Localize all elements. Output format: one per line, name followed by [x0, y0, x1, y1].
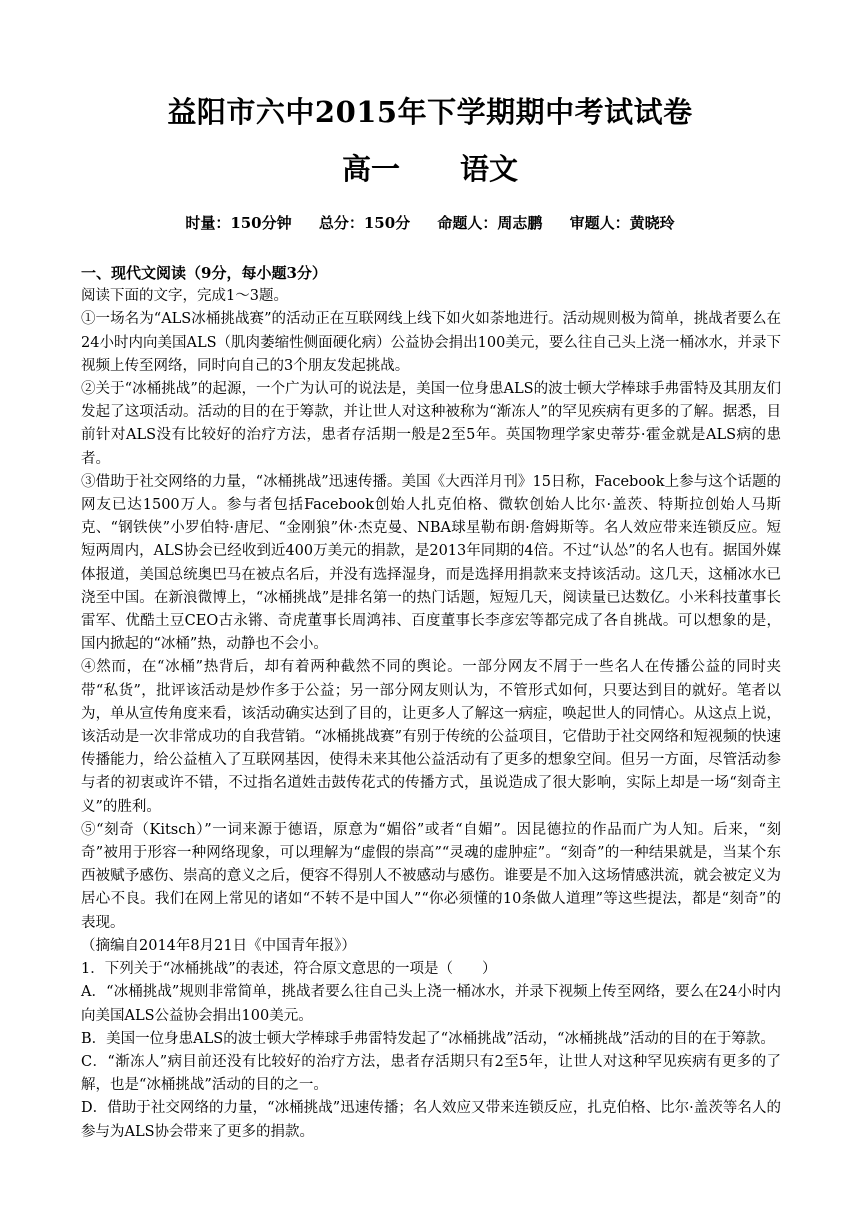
reading-section — [81, 262, 781, 1144]
instruction: 阅读下面的文字，完成1～3题。 — [81, 288, 288, 305]
option-b: B．美国一位身患ALS的波士顿大学棒球手弗雷特发起了“冰桶挑战”活动，“冰桶挑战”活动的目的在于筹款。 — [81, 1030, 775, 1047]
paragraph-2: ②关于“冰桶挑战”的起源，一个广为认可的说法是，美国一位身患ALS的波士顿大学棒球手弗雷特及其朋友们发起了这项活动。活动的目的在于筹款，并让世人对这种被称为“渐冻人”的罕见疾病有更多的了解。据悉，目前针对ALS没有比较好的治疗方法，患者存活期一般是2至5年。英国物理学家史蒂芬·霍金就是ALS病的患者。 — [81, 381, 781, 467]
exam-title: 益阳市六中2015年下学期期中考试试卷 — [167, 95, 693, 129]
reviewer: 审题人：黄晓玲 — [569, 214, 675, 232]
exam-meta — [0, 212, 860, 233]
subject-label: 语文 — [460, 152, 519, 186]
exam-subtitle — [0, 147, 860, 188]
paragraph-4: ④然而，在“冰桶”热背后，却有着两种截然不同的舆论。一部分网友不屑于一些名人在传播公益的同时夹带“私货”，批评该活动是炒作多于公益；另一部分网友则认为，不管形式如何，只要达到目的就好。笔者以为，单从宣传角度来看，该活动确实达到了目的，让更多人了解这一病症，唤起世人的同情心。从这点上说，该活动是一次非常成功的自我营销。“冰桶挑战赛”有别于传统的公益项目，它借助于社交网络和短视频的快速传播能力，给公益植入了互联网基因，使得未来其他公益活动有了更多的想象空间。但另一方面，尽管活动参与者的初衷或许不错，不过指名道姓击鼓传花式的传播方式，虽说造成了很大影响，实际上却是一场“刻奇主义”的胜利。 — [81, 659, 781, 815]
option-d: D．借助于社交网络的力量，“冰桶挑战”迅速传播；名人效应又带来连锁反应，扎克伯格、比尔·盖茨等名人的参与为ALS协会带来了更多的捐款。 — [81, 1100, 781, 1140]
option-c: C．“渐冻人”病目前还没有比较好的治疗方法，患者存活期只有2至5年，让世人对这种罕见疾病有更多的了解，也是“冰桶挑战”活动的目的之一。 — [81, 1053, 781, 1094]
paragraph-5: ⑤“刻奇（Kitsch）”一词来源于德语，原意为“媚俗”或者“自媚”。因昆德拉的作品而广为人知。后来，“刻奇”被用于形容一种网络现象，可以理解为“虚假的崇高”“灵魂的虚肿症”。“刻奇”的一种结果就是，当某个东西被赋予感伤、崇高的意义之后，便容不得别人不被感动与感伤。谁要是不加入这场情感洪流，就会被定义为居心不良。我们在网上常见的诸如“不转不是中国人”“你必须懂的10条做人道理”等这些提法，都是“刻奇”的表现。 — [81, 821, 781, 931]
total-score: 总分：150分 — [318, 214, 411, 232]
paragraph-3: ③借助于社交网络的力量，“冰桶挑战”迅速传播。美国《大西洋月刊》15日称，Facebook上参与这个话题的网友已达1500万人。参与者包括Facebook创始人扎克伯格、微软创始人比尔·盖茨、特斯拉创始人马斯克、“钢铁侠”小罗伯特·唐尼、“金刚狼”休·杰克曼、NBA球星勒布朗·詹姆斯等。名人效应带来连锁反应。短短两周内，ALS协会已经收到近400万美元的捐款，是2013年同期的4倍。不过“认怂”的名人也有。据国外媒体报道，美国总统奥巴马在被点名后，并没有选择湿身，而是选择用捐款来支持该活动。这几天，这桶冰水已浇至中国。在新浪微博上，“冰桶挑战”是排名第一的热门话题，短短几天，阅读量已达数亿。小米科技董事长雷军、优酷土豆CEO古永锵、奇虎董事长周鸿祎、百度董事长李彦宏等都完成了各自挑战。可以想象的是，国内掀起的“冰桶”热，动静也不会小。 — [81, 473, 781, 653]
section-heading: 一、现代文阅读（9分，每小题3分） — [81, 264, 327, 282]
grade-label: 高一 — [341, 152, 400, 186]
question-stem: 1．下列关于“冰桶挑战”的表述，符合原文意思的一项是（ ） — [81, 961, 497, 978]
paragraph-1: ①一场名为“ALS冰桶挑战赛”的活动正在互联网线上线下如火如荼地进行。活动规则极为简单，挑战者要么在24小时内向美国ALS（肌肉萎缩性侧面硬化病）公益协会捐出100美元，要么往自己头上浇一桶冰水，并录下视频上传至网络，同时向自己的3个朋友发起挑战。 — [81, 311, 781, 374]
setter: 命题人：周志鹏 — [437, 214, 543, 232]
option-a: A．“冰桶挑战”规则非常简单，挑战者要么往自己头上浇一桶冰水，并录下视频上传至网络，要么在24小时内向美国ALS公益协会捐出100美元。 — [81, 984, 781, 1024]
time-limit: 时量：150分钟 — [185, 214, 292, 232]
source-citation: （摘编自2014年8月21日《中国青年报》） — [81, 937, 356, 954]
